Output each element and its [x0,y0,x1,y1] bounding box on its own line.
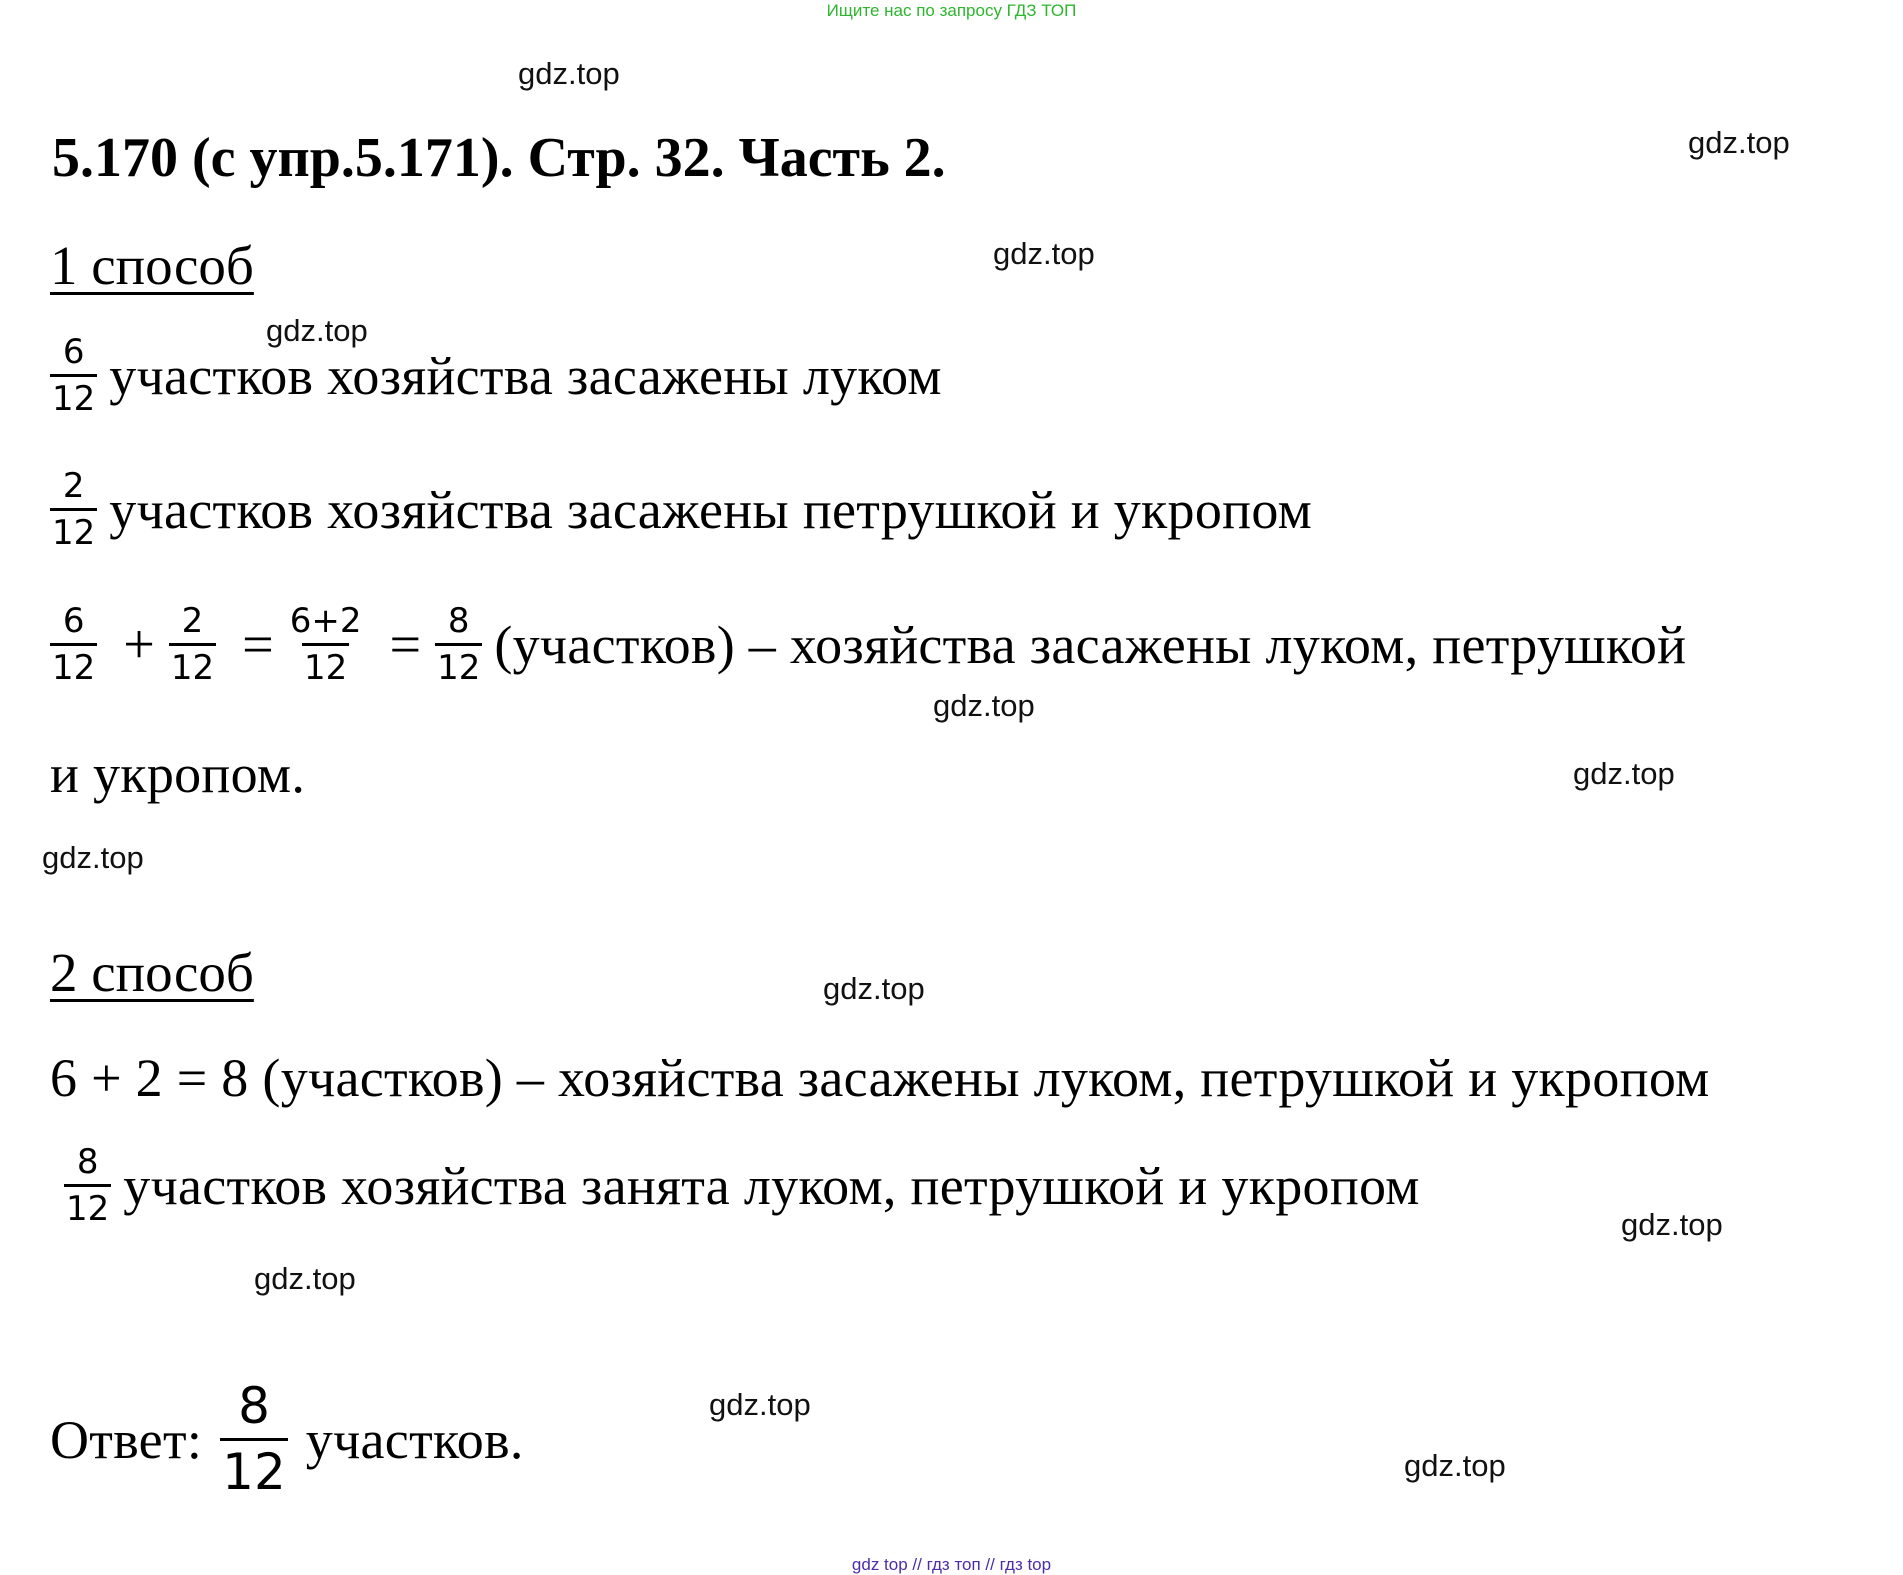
numerator: 8 [238,1377,270,1435]
answer-text: участков. [305,1409,524,1470]
fraction [169,602,216,688]
method1-line3-continuation [50,744,306,804]
watermark: gdz.top [993,236,1095,271]
numerator: 6 [62,601,85,641]
denominator: 12 [64,1184,111,1229]
answer-line [50,1378,524,1501]
plus-sign: + [123,614,155,677]
answer-fraction [220,1378,288,1501]
line-text: и укропом. [50,744,306,804]
numerator: 6 [62,332,85,372]
method2-heading: 2 способ [50,942,254,1003]
page-title: 5.170 (с упр.5.171). Стр. 32. Часть 2. [52,127,946,189]
fraction [50,602,97,688]
watermark: gdz.top [254,1261,356,1296]
numerator: 2 [62,466,85,506]
watermark: gdz.top [1621,1207,1723,1242]
method1-line2 [50,467,1312,553]
line-text: 6 + 2 = 8 (участков) – хозяйства засажены луком, петрушкой и укропом [50,1048,1710,1108]
method2-line2 [64,1143,1420,1229]
watermark: gdz.top [1688,125,1790,160]
method1-heading: 1 способ [50,235,254,296]
line-text: (участков) – хозяйства засажены луком, петрушкой [494,615,1687,676]
watermark: gdz.top [933,688,1035,723]
bottom-banner[interactable]: gdz top // гдз топ // гдз top [851,1555,1052,1574]
line-text: участков хозяйства засажены петрушкой и укропом [109,480,1313,541]
denominator: 12 [302,643,349,688]
fraction [288,602,364,688]
denominator: 12 [50,374,97,419]
denominator: 12 [435,643,482,688]
fraction [64,1143,111,1229]
watermark: gdz.top [42,840,144,875]
numerator: 8 [447,601,470,641]
fraction [50,467,97,553]
method1-line1 [50,333,942,419]
denominator: 12 [169,643,216,688]
watermark: gdz.top [266,313,368,348]
fraction [50,333,97,419]
denominator: 12 [50,508,97,553]
watermark: gdz.top [1573,756,1675,791]
watermark: gdz.top [709,1387,811,1422]
denominator: 12 [220,1438,288,1502]
method2-line1 [50,1048,1710,1108]
numerator: 6+2 [289,601,362,641]
denominator: 12 [50,643,97,688]
numerator: 2 [181,601,204,641]
line-text: участков хозяйства занята луком, петрушкой и укропом [123,1156,1420,1217]
watermark: gdz.top [1404,1448,1506,1483]
numerator: 8 [76,1142,99,1182]
watermark: gdz.top [518,56,620,91]
top-banner[interactable]: Ищите нас по запросу ГДЗ ТОП [826,1,1077,20]
watermark: gdz.top [823,971,925,1006]
line-text: участков хозяйства засажены луком [109,346,942,407]
answer-label: Ответ: [50,1409,203,1470]
equals-sign: = [242,614,274,677]
equals-sign: = [389,614,422,677]
fraction [435,602,482,688]
method1-line3 [50,602,1686,688]
